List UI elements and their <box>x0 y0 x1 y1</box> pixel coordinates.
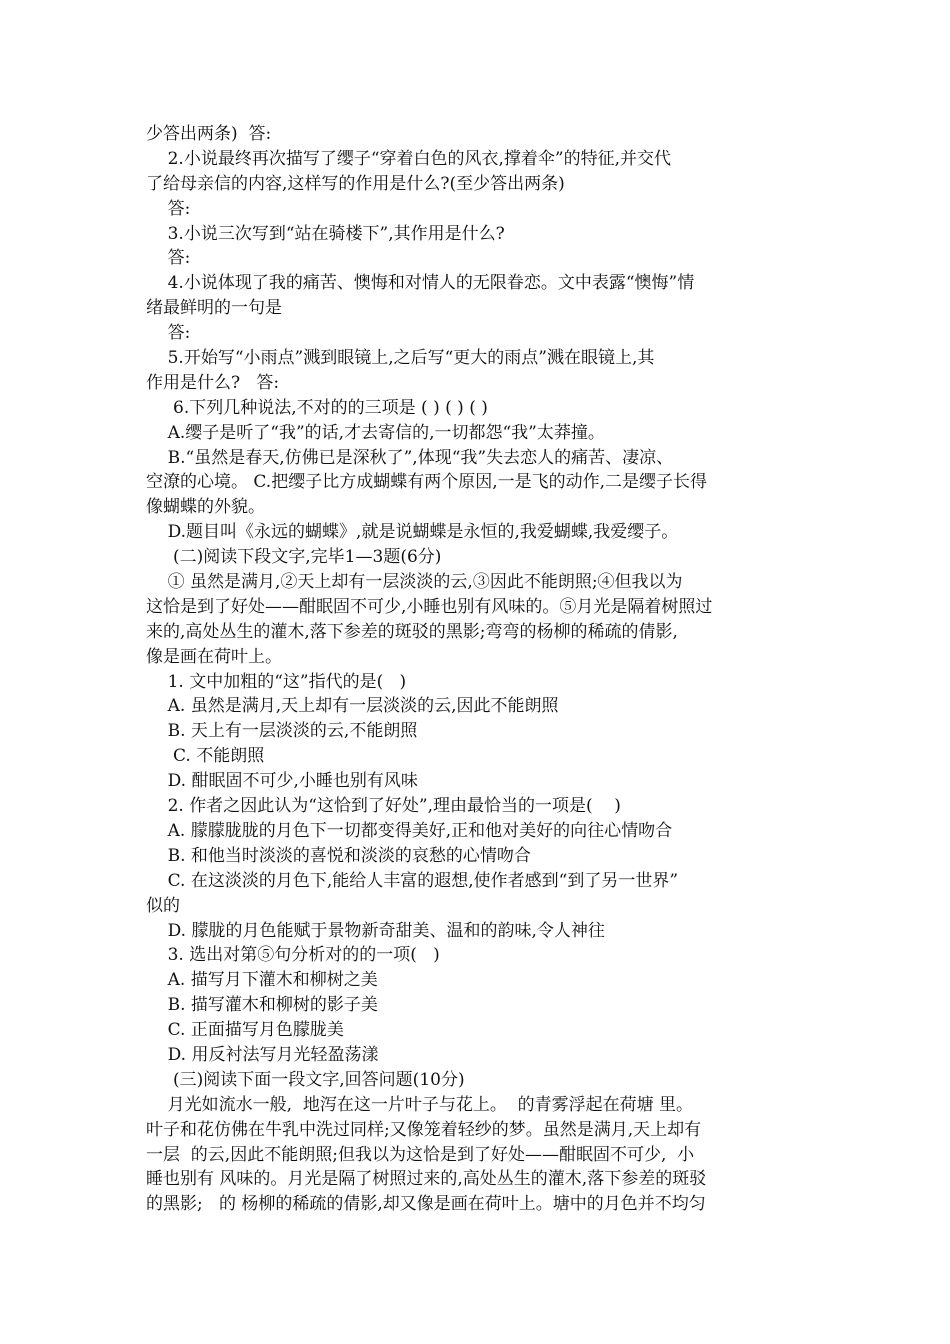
text-line: 5.开始写“小雨点”溅到眼镜上,之后写“更大的雨点”溅在眼镜上,其 <box>146 348 655 369</box>
text-line: A. 朦朦胧胧的月色下一切都变得美好,正和他对美好的向往心情吻合 <box>146 820 673 841</box>
text-line: 2.小说最终再次描写了缨子“穿着白色的风衣,撑着伞”的特征,并交代 <box>146 148 672 169</box>
text-line: 绪最鲜明的一句是 <box>146 298 282 319</box>
text-line: 叶子和花仿佛在牛乳中洗过同样;又像笼着轻纱的梦。虽然是满月,天上却有 <box>146 1119 702 1140</box>
text-line: B. 和他当时淡淡的喜悦和淡淡的哀愁的心情吻合 <box>146 845 531 866</box>
text-line: 空潦的心境。 C.把缨子比方成蝴蝶有两个原因,一是飞的动作,二是缨子长得 <box>146 472 708 493</box>
text-line: A.缨子是听了“我”的话,才去寄信的,一切都怨“我”太莽撞。 <box>146 422 605 443</box>
text-line: 似的 <box>146 895 180 916</box>
text-line: 像是画在荷叶上。 <box>146 646 282 667</box>
text-line: B.“虽然是春天,仿佛已是深秋了”,体现“我”失去恋人的痛苦、凄凉、 <box>146 447 674 468</box>
text-line: 睡也别有 风味的。月光是隔了树照过来的,高处丛生的灌木,落下参差的斑驳 <box>146 1169 707 1190</box>
text-line: 少答出两条) 答: <box>146 124 272 144</box>
text-line: 来的,高处丛生的灌木,落下参差的斑驳的黑影;弯弯的杨柳的稀疏的倩影, <box>146 621 678 642</box>
text-line: B. 天上有一层淡淡的云,不能朗照 <box>146 721 418 742</box>
text-line: 4.小说体现了我的痛苦、懊悔和对情人的无限眷恋。文中表露“懊悔”情 <box>146 273 695 294</box>
text-line: 这恰是到了好处——酣眠固不可少,小睡也别有风味的。⑤月光是隔着树照过 <box>146 596 713 617</box>
text-line: 6.下列几种说法,不对的的三项是 ( ) ( ) ( ) <box>146 397 488 418</box>
text-line: (二)阅读下段文字,完毕1—3题(6分) <box>146 547 442 568</box>
text-line: 月光如流水一般, 地泻在这一片叶子与花上。 的青雾浮起在荷塘 里。 <box>146 1094 694 1115</box>
text-line: (三)阅读下面一段文字,回答问题(10分) <box>146 1069 465 1090</box>
text-line: B. 描写灌木和柳树的影子美 <box>146 995 378 1016</box>
text-line: ① 虽然是满月,②天上却有一层淡淡的云,③因此不能朗照;④但我以为 <box>146 572 683 593</box>
text-line: 1. 文中加粗的“这”指代的是( ) <box>146 671 407 692</box>
text-line: 答: <box>146 248 191 269</box>
text-line: 3.小说三次写到“站在骑楼下”,其作用是什么? <box>146 223 505 244</box>
text-line: D.题目叫《永远的蝴蝶》,就是说蝴蝶是永恒的,我爱蝴蝶,我爱缨子。 <box>146 522 679 543</box>
text-line: C. 不能朗照 <box>146 746 265 767</box>
text-line: 像蝴蝶的外貌。 <box>146 497 265 518</box>
text-line: 答: <box>146 198 191 219</box>
text-line: 答: <box>146 323 191 344</box>
text-line: D. 用反衬法写月光轻盈荡漾 <box>146 1044 379 1065</box>
text-line: 2. 作者之因此认为“这恰到了好处”,理由最恰当的一项是( ) <box>146 796 621 817</box>
text-line: 的黑影; 的 杨柳的稀疏的倩影,却又像是画在荷叶上。塘中的月色并不均匀 <box>146 1194 706 1215</box>
text-line: 了给母亲信的内容,这样写的作用是什么?(至少答出两条) <box>146 173 565 194</box>
text-line: 一层 的云,因此不能朗照;但我以为这恰是到了好处——酣眠固不可少, 小 <box>146 1144 695 1165</box>
text-line: D. 朦胧的月色能赋于景物新奇甜美、温和的韵味,令人神往 <box>146 920 605 941</box>
text-line: C. 在这淡淡的月色下,能给人丰富的遐想,使作者感到“到了另一世界” <box>146 870 679 891</box>
text-line: C. 正面描写月色朦胧美 <box>146 1020 344 1041</box>
text-line: A. 虽然是满月,天上却有一层淡淡的云,因此不能朗照 <box>146 696 559 717</box>
text-line: A. 描写月下灌木和柳树之美 <box>146 970 378 991</box>
text-line: D. 酣眠固不可少,小睡也别有风味 <box>146 771 418 792</box>
text-line: 3. 选出对第⑤句分析对的的一项( ) <box>146 945 440 966</box>
document-body <box>146 122 816 1217</box>
text-line: 作用是什么? 答: <box>146 372 280 393</box>
